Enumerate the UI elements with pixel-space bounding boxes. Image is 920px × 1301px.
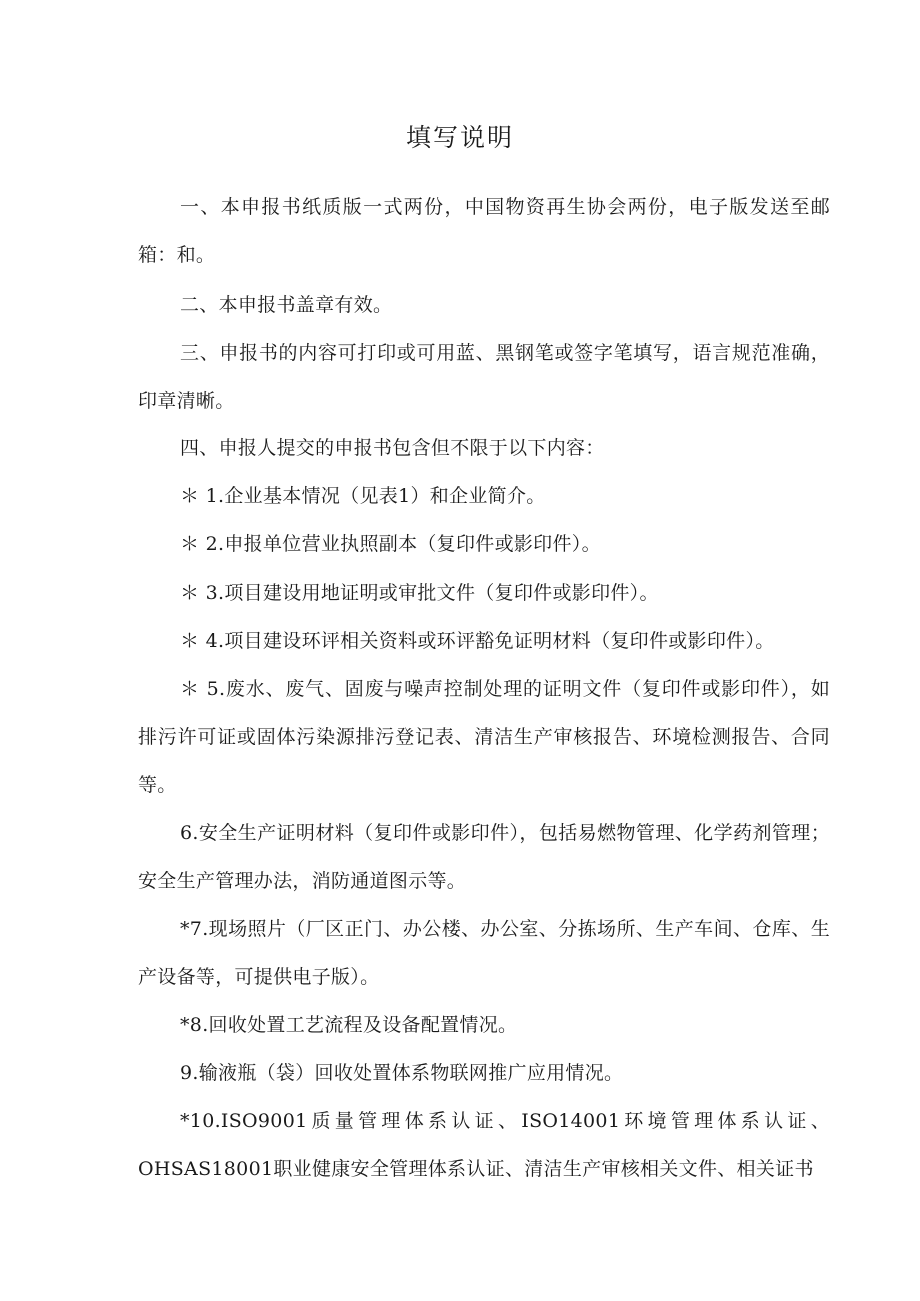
paragraph-4: 四、申报人提交的申报书包含但不限于以下内容：: [180, 437, 605, 459]
list-item-7: *7.现场照片（厂区正门、办公楼、办公室、分拣场所、生产车间、仓库、生产设备等，可提供电子版）。: [138, 918, 830, 988]
list-item-10: *10.ISO9001质量管理体系认证、ISO14001环境管理体系认证、OHSAS18001职业健康安全管理体系认证、清洁生产审核相关文件、相关证书: [138, 1110, 830, 1180]
list-item-3: ＊ 3.项目建设用地证明或审批文件（复印件或影印件）。: [180, 582, 659, 604]
list-item-4: ＊ 4.项目建设环评相关资料或环评豁免证明材料（复印件或影印件）。: [180, 630, 775, 652]
page-title: 填写说明: [405, 123, 514, 152]
paragraph-3: 三、申报书的内容可打印或可用蓝、黑钢笔或签字笔填写，语言规范准确，印章清晰。: [138, 342, 830, 412]
list-item-5: ＊ 5.废水、废气、固废与噪声控制处理的证明文件（复印件或影印件），如排污许可证或固体污染源排污登记表、清洁生产审核报告、环境检测报告、合同等。: [138, 678, 830, 796]
paragraph-2: 二、本申报书盖章有效。: [180, 294, 393, 316]
list-item-1: ＊ 1.企业基本情况（见表1）和企业简介。: [180, 485, 546, 507]
list-item-9: 9.输液瓶（袋）回收处置体系物联网推广应用情况。: [180, 1062, 624, 1084]
list-item-6: 6.安全生产证明材料（复印件或影印件），包括易燃物管理、化学药剂管理；安全生产管理办法，消防通道图示等。: [138, 822, 830, 892]
paragraph-1: 一、本申报书纸质版一式两份，中国物资再生协会两份，电子版发送至邮箱：和。: [138, 196, 830, 266]
list-item-8: *8.回收处置工艺流程及设备配置情况。: [180, 1014, 518, 1036]
list-item-2: ＊ 2.申报单位营业执照副本（复印件或影印件）。: [180, 533, 601, 555]
